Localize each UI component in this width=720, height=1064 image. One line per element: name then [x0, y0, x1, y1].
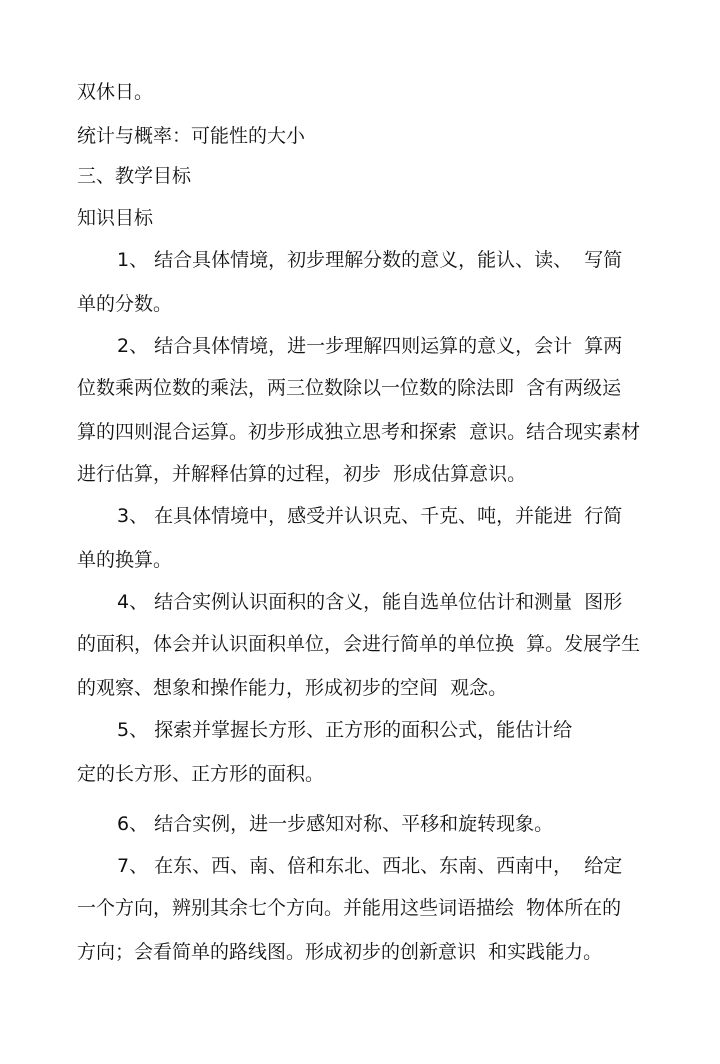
- goal-4-line-3: 的观察、想象和操作能力，形成初步的空间 观念。: [77, 677, 508, 699]
- goal-2-line-2: 位数乘两位数的乘法，两三位数除以一位数的除法即 含有两级运: [77, 377, 622, 399]
- goal-2-line-3: 算的四则混合运算。初步形成独立思考和探索 意识。结合现实素材: [77, 421, 641, 443]
- goal-5-line-1: 5、 探索并掌握长方形、正方形的面积公式，能估计给: [117, 719, 573, 741]
- subsection-heading: 知识目标: [77, 207, 154, 229]
- goal-5-line-2: 定的长方形、正方形的面积。: [77, 763, 325, 785]
- goal-6-line-1: 6、 结合实例，进一步感知对称、平移和旋转现象。: [117, 813, 554, 835]
- goal-4-line-2: 的面积，体会并认识面积单位，会进行简单的单位换 算。发展学生: [77, 633, 641, 655]
- goal-1-line-2: 单的分数。: [77, 293, 173, 315]
- goal-7-line-1: 7、 在东、西、南、倍和东北、西北、东南、西南中， 给定: [117, 855, 623, 877]
- goal-3-line-2: 单的换算。: [77, 549, 173, 571]
- goal-7-line-2: 一个方向，辨别其余七个方向。并能用这些词语描绘 物体所在的: [77, 897, 622, 919]
- goal-3-line-1: 3、 在具体情境中，感受并认识克、千克、吨，并能进 行简: [117, 505, 623, 527]
- text-line-1: 双休日。: [77, 81, 154, 103]
- text-line-2: 统计与概率：可能性的大小: [77, 125, 306, 147]
- goal-2-line-1: 2、 结合具体情境，进一步理解四则运算的意义，会计 算两: [117, 335, 623, 357]
- section-heading: 三、教学目标: [77, 165, 192, 187]
- goal-7-line-3: 方向；会看简单的路线图。形成初步的创新意识 和实践能力。: [77, 941, 603, 963]
- goal-2-line-4: 进行估算，并解释估算的过程，初步 形成估算意识。: [77, 463, 527, 485]
- goal-1-line-1: 1、 结合具体情境，初步理解分数的意义，能认、读、 写简: [117, 249, 623, 271]
- goal-4-line-1: 4、 结合实例认识面积的含义，能自选单位估计和测量 图形: [117, 591, 623, 613]
